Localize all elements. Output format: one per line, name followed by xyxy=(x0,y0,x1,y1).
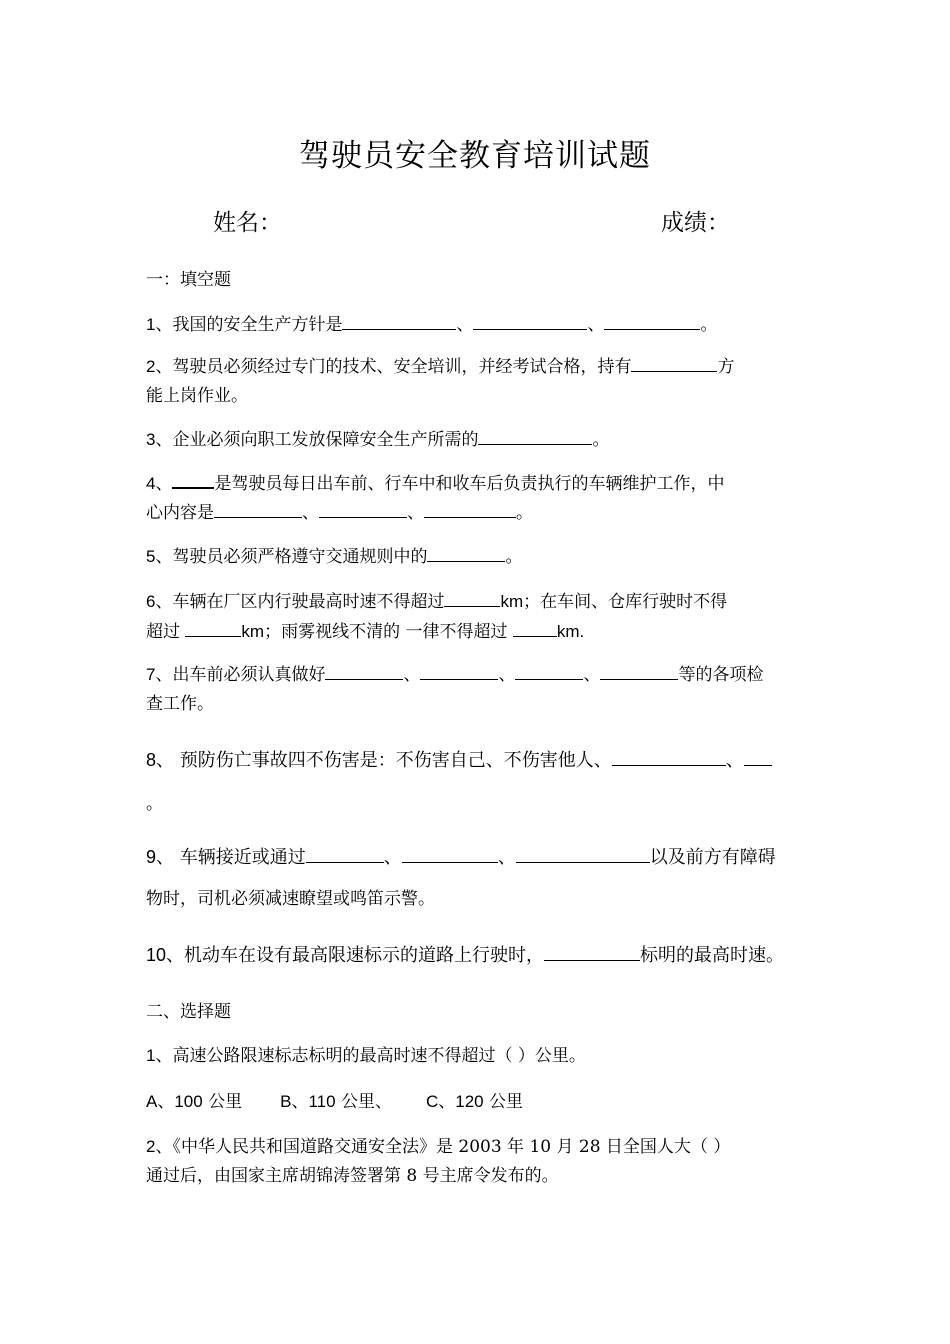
answer-blank[interactable] xyxy=(604,312,700,330)
fill-question-7: 7、出车前必须认真做好 、 、 、 等的各项检 查工作。 xyxy=(146,660,806,719)
fill-question-3: 3、企业必须向职工发放保障安全生产所需的 。 xyxy=(146,425,806,455)
option-b[interactable]: B、110 公里、 xyxy=(280,1092,392,1112)
answer-blank[interactable] xyxy=(744,748,772,766)
answer-blank[interactable] xyxy=(513,619,557,637)
answer-blank[interactable] xyxy=(600,662,678,680)
answer-blank[interactable] xyxy=(631,354,717,372)
fill-question-1: 1、我国的安全生产方针是 、 、 。 xyxy=(146,310,806,340)
option-a[interactable]: A、100 公里 xyxy=(146,1092,243,1112)
section-choice-heading: 二、选择题 xyxy=(146,1002,231,1022)
score-label: 成绩： xyxy=(661,210,730,236)
answer-blank[interactable] xyxy=(342,312,456,330)
answer-blank[interactable] xyxy=(612,748,726,766)
answer-blank[interactable] xyxy=(544,943,640,961)
section-fill-heading: 一：填空题 xyxy=(146,270,231,290)
answer-blank[interactable] xyxy=(473,312,587,330)
fill-question-9-cont: 物时，司机必须减速瞭望或鸣笛示警。 xyxy=(146,889,435,909)
fill-question-8-end: 。 xyxy=(146,794,163,814)
answer-blank[interactable] xyxy=(516,845,650,863)
choice-question-1-options xyxy=(146,1087,806,1117)
answer-blank[interactable] xyxy=(424,500,516,518)
answer-blank[interactable] xyxy=(427,544,505,562)
choice-question-2: 2、《中华人民共和国道路交通安全法》是 2003 年 10 月 28 日全国人大（ ） 通过后，由国家主席胡锦涛签署第 8 号主席令发布的。 xyxy=(146,1137,731,1186)
page-title: 驾驶员安全教育培训试题 xyxy=(299,138,651,174)
name-label: 姓名： xyxy=(213,210,282,236)
answer-blank[interactable] xyxy=(172,470,214,489)
answer-blank[interactable] xyxy=(214,500,302,518)
fill-question-4: 4、 是驾驶员每日出车前、行车中和收车后负责执行的车辆维护工作，中 心内容是 、 、 。 xyxy=(146,469,806,528)
fill-question-5: 5、驾驶员必须严格遵守交通规则中的 。 xyxy=(146,542,806,572)
answer-blank[interactable] xyxy=(185,619,241,637)
choice-question-1: 1、高速公路限速标志标明的最高时速不得超过（ ）公里。 xyxy=(146,1046,586,1066)
answer-blank[interactable] xyxy=(444,589,500,607)
fill-question-9: 9、 车辆接近或通过 、 、 以及前方有障碍 xyxy=(146,847,776,868)
answer-blank[interactable] xyxy=(420,662,498,680)
answer-blank[interactable] xyxy=(325,662,403,680)
fill-question-6: 6、车辆在厂区内行驶最高时速不得超过 km；在车间、仓库行驶时不得 超过 km；雨雾视线不清的 一律不得超过 km. xyxy=(146,587,806,647)
fill-question-2: 2、驾驶员必须经过专门的技术、安全培训，并经考试合格，持有 方 能上岗作业。 xyxy=(146,352,806,411)
answer-blank[interactable] xyxy=(478,427,592,445)
answer-blank[interactable] xyxy=(319,500,407,518)
answer-blank[interactable] xyxy=(515,662,583,680)
answer-blank[interactable] xyxy=(402,845,498,863)
fill-question-8: 8、 预防伤亡事故四不伤害是：不伤害自己、不伤害他人、 、 xyxy=(146,746,806,775)
answer-blank[interactable] xyxy=(306,845,384,863)
option-c[interactable]: C、120 公里 xyxy=(425,1092,524,1112)
fill-question-10: 10、机动车在设有最高限速标示的道路上行驶时， 标明的最高时速。 xyxy=(146,945,785,966)
